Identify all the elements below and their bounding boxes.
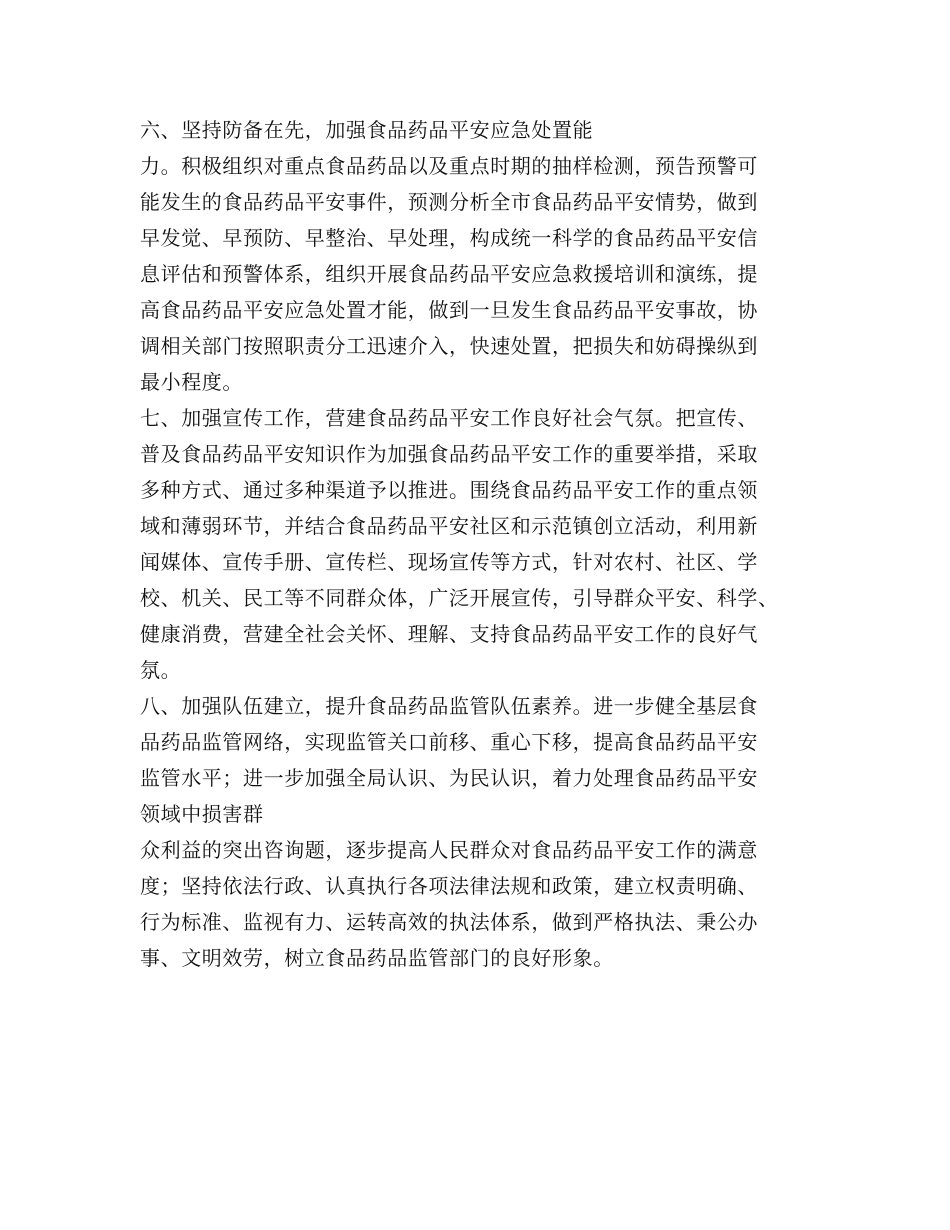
text-line: 高食品药品平安应急处置才能，做到一旦发生食品药品平安事故，协 — [140, 298, 758, 322]
text-line: 行为标准、监视有力、运转高效的执法体系，做到严格执法、秉公办 — [140, 910, 758, 934]
text-line: 力。积极组织对重点食品药品以及重点时期的抽样检测，预告预警可 — [140, 154, 758, 178]
text-line: 领域中损害群 — [140, 802, 264, 826]
document-body — [140, 112, 830, 976]
text-line: 域和薄弱环节，并结合食品药品平安社区和示范镇创立活动，利用新 — [140, 514, 758, 538]
text-line: 众利益的突出咨询题，逐步提高人民群众对食品药品平安工作的满意 — [140, 838, 758, 862]
text-line: 校、机关、民工等不同群众体，广泛开展宣传，引导群众平安、科学、 — [140, 586, 779, 610]
text-line: 事、文明效劳，树立食品药品监管部门的良好形象。 — [140, 946, 614, 970]
text-line: 六、坚持防备在先，加强食品药品平安应急处置能 — [140, 118, 594, 142]
text-line: 氛。 — [140, 658, 182, 682]
text-line: 七、加强宣传工作，营建食品药品平安工作良好社会气氛。把宣传、 — [140, 406, 758, 430]
text-line: 品药品监管网络，实现监管关口前移、重心下移，提高食品药品平安 — [140, 730, 758, 754]
text-line: 监管水平；进一步加强全局认识、为民认识，着力处理食品药品平安 — [140, 766, 758, 790]
text-line: 息评估和预警体系，组织开展食品药品平安应急救援培训和演练，提 — [140, 262, 758, 286]
text-line: 早发觉、早预防、早整治、早处理，构成统一科学的食品药品平安信 — [140, 226, 758, 250]
text-line: 多种方式、通过多种渠道予以推进。围绕食品药品平安工作的重点领 — [140, 478, 758, 502]
text-line: 度；坚持依法行政、认真执行各项法律法规和政策，建立权责明确、 — [140, 874, 758, 898]
text-line: 健康消费，营建全社会关怀、理解、支持食品药品平安工作的良好气 — [140, 622, 758, 646]
text-line: 八、加强队伍建立，提升食品药品监管队伍素养。进一步健全基层食 — [140, 694, 758, 718]
text-line: 最小程度。 — [140, 370, 243, 394]
text-line: 普及食品药品平安知识作为加强食品药品平安工作的重要举措，采取 — [140, 442, 758, 466]
text-line: 闻媒体、宣传手册、宣传栏、现场宣传等方式，针对农村、社区、学 — [140, 550, 758, 574]
text-line: 能发生的食品药品平安事件，预测分析全市食品药品平安情势，做到 — [140, 190, 758, 214]
text-line: 调相关部门按照职责分工迅速介入，快速处置，把损失和妨碍操纵到 — [140, 334, 758, 358]
